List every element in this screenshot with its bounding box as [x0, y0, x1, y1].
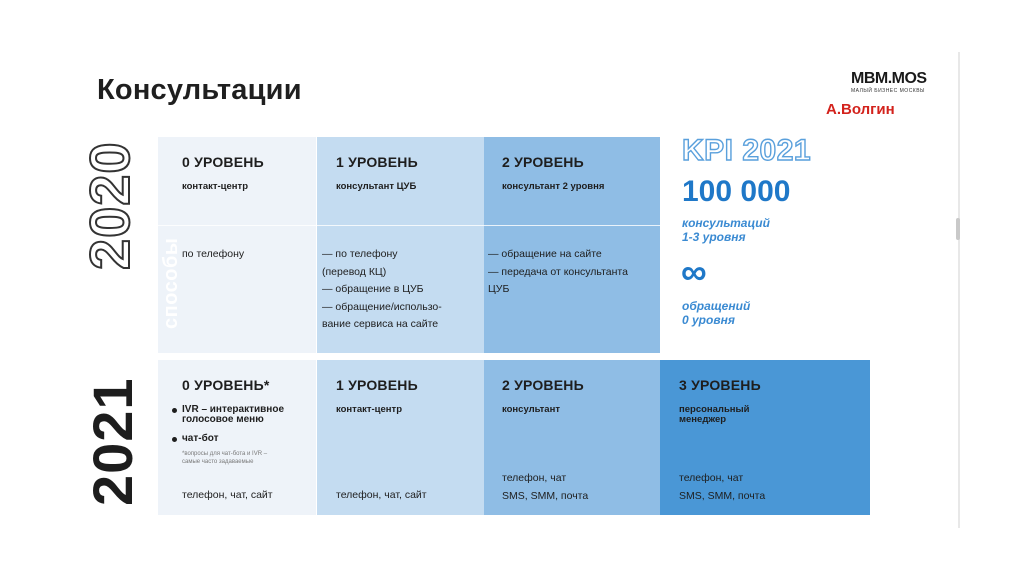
level-heading: 3 УРОВЕНЬ [679, 377, 761, 393]
channels-text: — обращение на сайте — передача от консультанта ЦУБ [488, 248, 628, 295]
scrollbar-track[interactable] [958, 52, 960, 528]
role-label: персональный менеджер [679, 404, 750, 425]
author-name: А.Волгин [826, 101, 895, 118]
kpi-title: KPI 2021 [682, 134, 812, 167]
kpi-value: 100 000 [682, 175, 791, 208]
footnote: *вопросы для чат-бота и IVR – самые часто задаваемые [182, 451, 268, 465]
logo: MBM.MOS [851, 70, 927, 87]
scrollbar-thumb[interactable] [956, 218, 960, 240]
logo-subtitle: МАЛЫЙ БИЗНЕС МОСКВЫ [851, 88, 925, 94]
bullet-item: чат-бот [182, 433, 219, 444]
level-heading: 1 УРОВЕНЬ [336, 154, 418, 170]
channels-text: — по телефону (перевод КЦ) — обращение в ЦУБ — обращение/использо- вание сервиса на сайте [322, 248, 442, 330]
role-label: консультант 2 уровня [502, 181, 605, 192]
role-label: консультант [502, 404, 560, 415]
year-2020-label: 2020 [78, 141, 141, 270]
level-heading: 1 УРОВЕНЬ [336, 377, 418, 393]
bullet-item: IVR – интерактивное голосовое меню [182, 404, 285, 425]
channels-text: по телефону [182, 248, 245, 260]
ways-label: способы [160, 237, 182, 329]
row-divider [158, 225, 660, 226]
role-label: контакт-центр [336, 404, 402, 415]
channels-text: телефон, чат, сайт [336, 489, 427, 501]
level-heading: 2 УРОВЕНЬ [502, 154, 584, 170]
infinity-icon: ∞ [681, 251, 707, 292]
infinity-label: обращений 0 уровня [682, 299, 751, 327]
year-2021-label: 2021 [81, 377, 144, 506]
channels-text: телефон, чат SMS, SMM, почта [502, 472, 589, 502]
role-label: контакт-центр [182, 181, 248, 192]
level-heading: 0 УРОВЕНЬ [182, 154, 264, 170]
bullet-dot-icon [172, 408, 177, 413]
bullet-dot-icon [172, 437, 177, 442]
level-heading: 0 УРОВЕНЬ* [182, 377, 270, 393]
level-heading: 2 УРОВЕНЬ [502, 377, 584, 393]
role-label: консультант ЦУБ [336, 181, 417, 192]
page-title: Консультации [97, 74, 302, 106]
channels-text: телефон, чат SMS, SMM, почта [679, 472, 766, 502]
kpi-value-label: консультаций 1-3 уровня [682, 216, 770, 244]
channels-text: телефон, чат, сайт [182, 489, 273, 501]
